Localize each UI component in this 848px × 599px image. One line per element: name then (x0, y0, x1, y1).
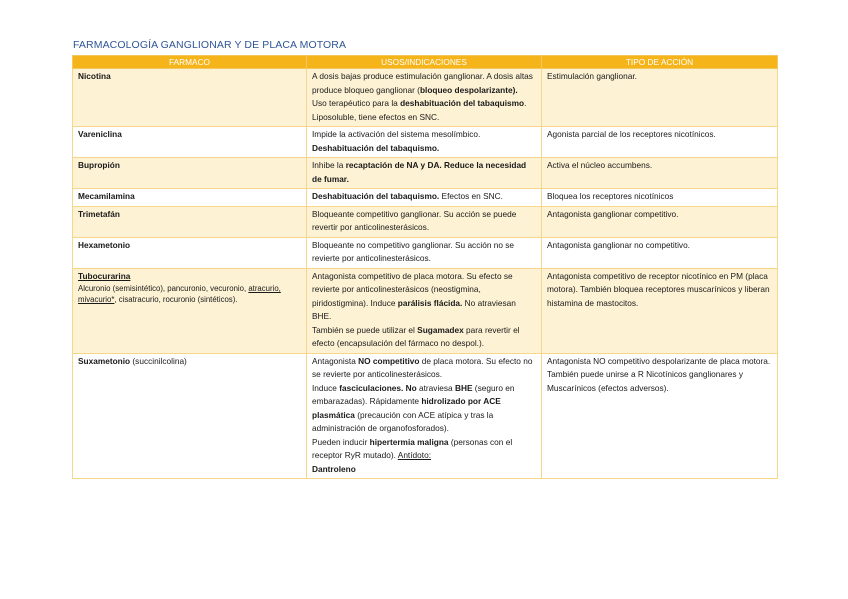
text-segment: , cisatracurio, rocuronio (sintéticos). (114, 295, 238, 304)
text-segment: atraviesa (416, 382, 455, 393)
drug-cell (73, 127, 307, 158)
bold-text: NO competitivo (358, 355, 420, 366)
text-segment: Antagonista competitivo de receptor nicotínico en PM (placa motora). También bloquea receptores muscarínicos y liberan histamina de mastocitos. (547, 270, 770, 308)
header-usos: USOS/INDICACIONES (307, 56, 542, 69)
bold-text: fasciculaciones. No (339, 382, 417, 393)
text-segment: Estimulación ganglionar. (547, 71, 637, 81)
header-farmaco: FARMACO (73, 56, 307, 69)
bold-text: bloqueo despolarizante). (419, 84, 518, 95)
table-row-mecamilamina (73, 189, 778, 207)
drug-name: Bupropión (78, 160, 120, 170)
table-row-trimetafan (73, 206, 778, 237)
table-row-tubocurarina (73, 268, 778, 353)
text-segment: Pueden inducir (312, 436, 370, 447)
text-segment: . Liposoluble, tiene efectos en SNC. (312, 98, 527, 122)
text-segment: Induce (312, 382, 340, 393)
drug-name: Hexametonio (78, 239, 131, 250)
text-segment: Antagonista (312, 355, 359, 366)
usos-cell (307, 69, 542, 127)
text-segment: Impide la activación del sistema mesolímbico. (312, 129, 481, 139)
bold-text: Sugamadex (417, 324, 464, 335)
bold-text: BHE (454, 382, 473, 393)
drug-cell (73, 189, 307, 207)
text-segment: Antagonista ganglionar no competitivo. (547, 239, 690, 250)
drug-name: Nicotina (78, 71, 111, 81)
drug-cell (73, 69, 307, 127)
text-segment: para revertir el efecto (encapsulación del fármaco no despol.). (312, 324, 520, 348)
accion-cell (542, 158, 778, 189)
drug-cell (73, 353, 307, 479)
text-segment: (personas con el receptor RyR mutado). (312, 436, 513, 460)
text-segment: Activa el núcleo accumbens. (547, 160, 653, 170)
document-title: FARMACOLOGÍA GANGLIONAR Y DE PLACA MOTORA (73, 39, 347, 51)
usos-cell (307, 237, 542, 268)
bold-text: recaptación de NA y DA. Reduce la necesidad de fumar. (312, 160, 527, 184)
table-row-bupropion (73, 158, 778, 189)
bold-text: hipertermia maligna (369, 436, 449, 447)
drug-subtitle (78, 283, 301, 305)
table-row-hexametonio (73, 237, 778, 268)
drug-name: Tubocurarina (78, 270, 131, 281)
text-segment: (precaución con ACE atípica y tras la administración de organofosforados). (312, 409, 494, 433)
text-segment: Agonista parcial de los receptores nicotínicos. (547, 129, 716, 139)
underlined-text: Antídoto: (397, 450, 431, 460)
usos-cell (307, 158, 542, 189)
drug-cell (73, 158, 307, 189)
bold-text: hidrolizado por ACE plasmática (312, 396, 501, 420)
text-segment: Efectos en SNC. (439, 191, 503, 201)
accion-cell (542, 189, 778, 207)
text-segment: Bloquea los receptores nicotínicos (547, 191, 674, 201)
underlined-text: atracurio, mivacurio* (78, 284, 281, 304)
usos-cell (307, 206, 542, 237)
text-segment: (seguro en embarazadas). Rápidamente (312, 382, 515, 406)
accion-cell (542, 268, 778, 353)
text-segment: A dosis bajas produce estimulación ganglionar. A dosis altas produce bloqueo ganglionar ( (312, 71, 533, 95)
text-segment: Inhibe la (312, 160, 346, 170)
text-segment: No atraviesan BHE. (312, 297, 516, 321)
bold-text: parálisis flácida. (397, 297, 463, 308)
text-segment: Bloqueante competitivo ganglionar. Su acción se puede revertir por anticolinesterásicos. (312, 208, 517, 232)
table-row-nicotina (73, 69, 778, 127)
bold-text: Deshabituación del tabaquismo. (312, 142, 440, 153)
accion-cell (542, 237, 778, 268)
accion-cell (542, 206, 778, 237)
usos-cell (307, 189, 542, 207)
bold-text: Dantroleno (312, 463, 356, 474)
bold-text: Deshabituación del tabaquismo. (312, 191, 440, 201)
drug-name: Vareniclina (78, 129, 122, 139)
table-header-row (73, 56, 778, 69)
accion-cell (542, 127, 778, 158)
text-segment: de placa motora. Su efecto no se revierte por anticolinesterásicos. (312, 355, 533, 379)
text-segment: Antagonista NO competitivo despolarizante de placa motora. También puede unirse a R Nicotínicos ganglionares y Muscarínicos (efectos adversos). (547, 355, 771, 393)
text-segment: Antagonista ganglionar competitivo. (547, 208, 679, 219)
drug-name: Trimetafán (78, 208, 120, 219)
text-segment: También se puede utilizar el (312, 324, 418, 335)
drug-cell (73, 268, 307, 353)
header-accion: TIPO DE ACCIÓN (542, 56, 778, 69)
table-row-vareniclina (73, 127, 778, 158)
text-segment: Bloqueante no competitivo ganglionar. Su acción no se revierte por anticolinesterásicos. (312, 239, 515, 263)
bold-text: deshabituación del tabaquismo (400, 98, 525, 108)
drug-cell (73, 237, 307, 268)
drug-cell (73, 206, 307, 237)
usos-cell (307, 127, 542, 158)
text-segment: Antagonista competitivo de placa motora. Su efecto se revierte por anticolinesterásicos (neostigmina, piridostigmina). Induce (312, 270, 513, 308)
drug-name-extra: (succinilcolina) (130, 355, 187, 366)
text-segment: Alcuronio (semisintético), pancuronio, vecuronio, (78, 284, 249, 293)
drug-name: Mecamilamina (78, 191, 135, 201)
usos-cell (307, 353, 542, 479)
pharmacology-table (72, 55, 778, 479)
accion-cell (542, 353, 778, 479)
drug-name: Suxametonio (78, 355, 131, 366)
text-segment: Uso terapéutico para la (312, 98, 401, 108)
usos-cell (307, 268, 542, 353)
table-row-suxametonio (73, 353, 778, 479)
accion-cell (542, 69, 778, 127)
